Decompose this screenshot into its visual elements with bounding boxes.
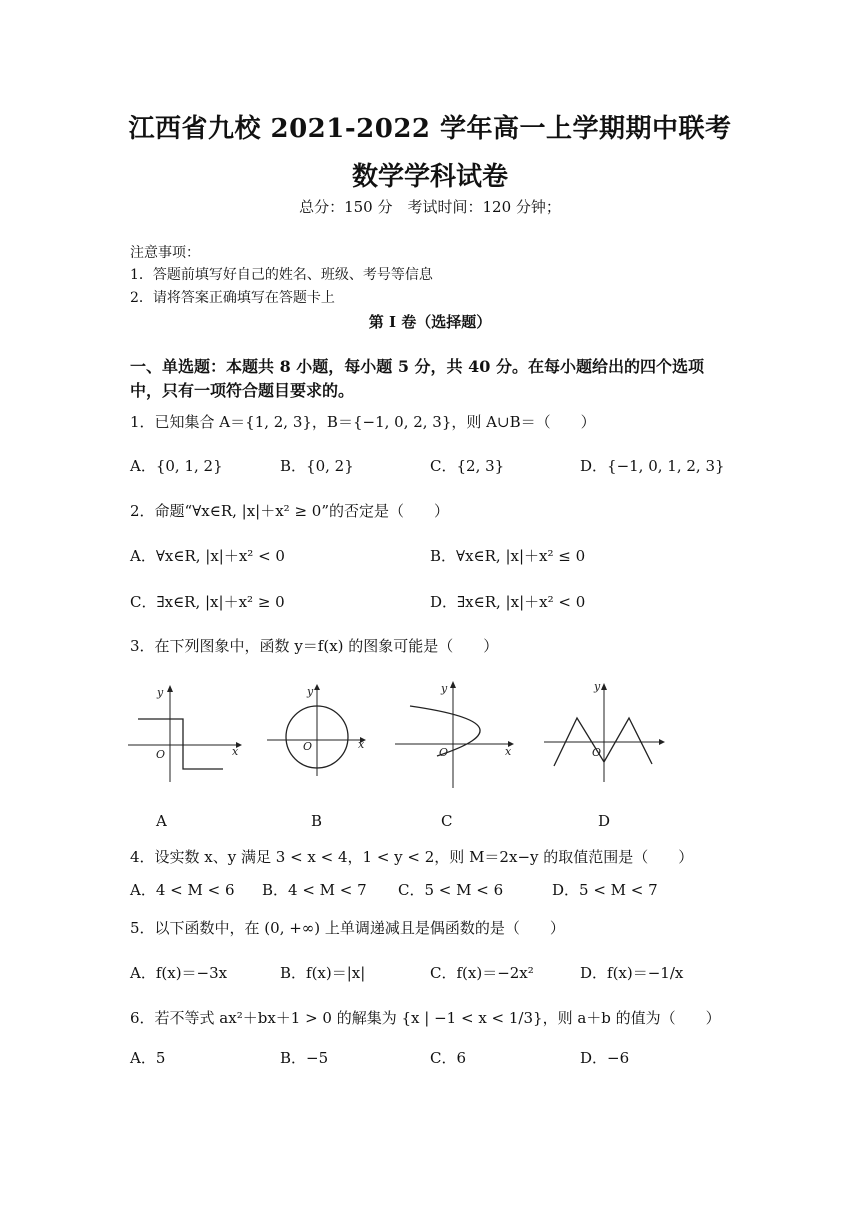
q6-option-b: B．−5 <box>280 1049 329 1067</box>
q2-option-b: B．∀x∈R, |x|＋x² ≤ 0 <box>430 547 586 565</box>
graph-d-caption: D <box>598 812 611 830</box>
q6-option-d: D．−6 <box>580 1049 630 1067</box>
q5-option-a: A．f(x)＝−3x <box>130 964 228 982</box>
q4-option-c: C．5 < M < 6 <box>398 881 504 899</box>
question-3-stem: 3．在下列图象中，函数 y＝f(x) 的图象可能是（ ） <box>130 637 499 655</box>
question-6-stem: 6．若不等式 ax²＋bx＋1 > 0 的解集为 {x | −1 < x < 1/3}，则 a＋b 的值为（ ） <box>130 1009 721 1027</box>
graph-c <box>395 676 520 791</box>
q4-option-b: B．4 < M < 7 <box>262 881 367 899</box>
graph-c-origin: O <box>439 746 449 759</box>
graph-a <box>128 680 243 785</box>
q1-option-b: B．{0, 2} <box>280 457 354 475</box>
graph-b-y-label: y <box>307 685 314 698</box>
graph-d <box>544 676 669 786</box>
q1-option-a: A．{0, 1, 2} <box>130 457 223 475</box>
graph-d-y-label: y <box>594 680 601 693</box>
q1-option-d: D．{−1, 0, 1, 2, 3} <box>580 457 725 475</box>
graph-b-caption: B <box>311 812 323 830</box>
graph-b-origin: O <box>303 740 313 753</box>
graph-a-y-label: y <box>157 686 164 699</box>
section-heading-line2: 中，只有一项符合题目要求的。 <box>130 381 355 400</box>
q5-option-b: B．f(x)＝|x| <box>280 964 366 982</box>
graph-c-x-label: x <box>505 745 512 758</box>
notes-heading: 注意事项： <box>130 245 200 261</box>
graph-d-origin: O <box>592 746 602 759</box>
q6-option-c: C．6 <box>430 1049 467 1067</box>
graph-b-x-label: x <box>358 738 365 751</box>
q2-option-d: D．∃x∈R, |x|＋x² < 0 <box>430 593 586 611</box>
title-line1: 江西省九校 2021-2022 学年高一上学期期中联考 <box>128 114 732 144</box>
question-1-stem: 1．已知集合 A＝{1, 2, 3}，B＝{−1, 0, 2, 3}，则 A∪B＝（ ） <box>130 413 596 431</box>
q2-option-c: C．∃x∈R, |x|＋x² ≥ 0 <box>130 593 285 611</box>
title-line2: 数学学科试卷 <box>351 162 508 192</box>
q5-option-c: C．f(x)＝−2x² <box>430 964 534 982</box>
q2-option-a: A．∀x∈R, |x|＋x² < 0 <box>130 547 285 565</box>
question-5-stem: 5．以下函数中，在 (0, +∞) 上单调递减且是偶函数的是（ ） <box>130 919 565 937</box>
graph-c-y-label: y <box>441 682 448 695</box>
q4-option-a: A．4 < M < 6 <box>130 881 235 899</box>
section-heading-line1: 一、单选题：本题共 8 小题，每小题 5 分，共 40 分。在每小题给出的四个选项 <box>130 357 704 376</box>
graph-a-caption: A <box>156 812 167 830</box>
exam-meta: 总分：150 分 考试时间：120 分钟； <box>299 198 561 216</box>
graph-c-caption: C <box>441 812 453 830</box>
note-item-1: 1．答题前填写好自己的姓名、班级、考号等信息 <box>130 267 433 283</box>
q5-option-d: D．f(x)＝−1/x <box>580 964 684 982</box>
graph-b <box>265 680 370 780</box>
note-item-2: 2．请将答案正确填写在答题卡上 <box>130 290 335 306</box>
question-4-stem: 4．设实数 x、y 满足 3 < x < 4，1 < y < 2，则 M＝2x−y 的取值范围是（ ） <box>130 848 694 866</box>
question-2-stem: 2．命题“∀x∈R, |x|＋x² ≥ 0”的否定是（ ） <box>130 502 450 520</box>
q4-option-d: D．5 < M < 7 <box>552 881 658 899</box>
graph-a-x-label: x <box>232 745 239 758</box>
part-title: 第 I 卷（选择题） <box>368 313 492 331</box>
graph-a-origin: O <box>156 748 166 761</box>
q1-option-c: C．{2, 3} <box>430 457 505 475</box>
q6-option-a: A．5 <box>130 1049 166 1067</box>
